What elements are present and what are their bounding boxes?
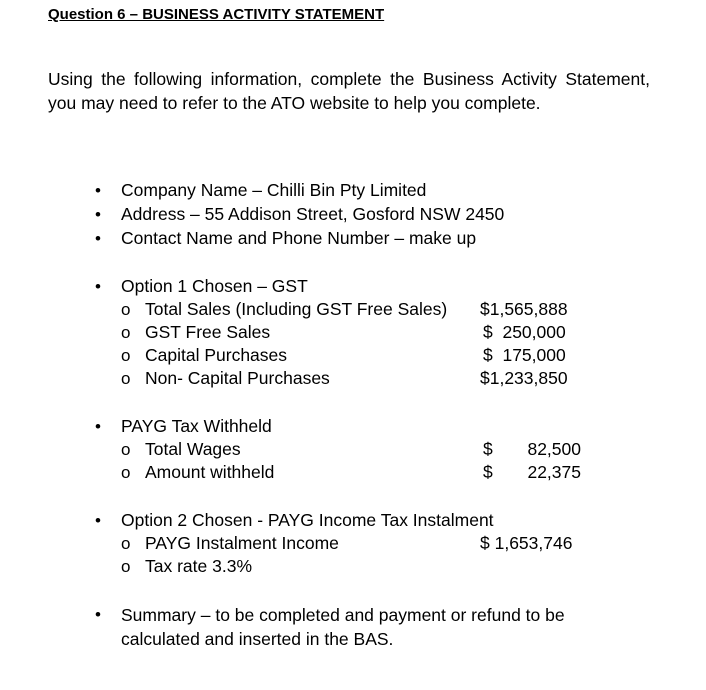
company-address: Address – 55 Addison Street, Gosford NSW 2450 <box>121 204 505 224</box>
bullet-icon: • <box>95 511 101 530</box>
total-wages-label: Total Wages <box>145 439 241 459</box>
bullet-icon: • <box>95 205 101 224</box>
capital-purchases-label: Capital Purchases <box>145 345 288 365</box>
sub-bullet-icon: o <box>121 369 131 388</box>
option1-title: Option 1 Chosen – GST <box>121 276 308 296</box>
contact-details: Contact Name and Phone Number – make up <box>121 228 477 248</box>
bullet-icon: • <box>95 417 101 436</box>
amount-withheld-value: 22,375 <box>527 462 581 482</box>
question-heading: Question 6 – BUSINESS ACTIVITY STATEMENT <box>48 6 385 23</box>
company-name: Company Name – Chilli Bin Pty Limited <box>121 180 427 200</box>
intro-paragraph: Using the following information, complete the Business Activity Statement, you may need to refer to the ATO website to help you complete. <box>48 69 650 113</box>
sub-bullet-icon: o <box>121 323 131 342</box>
sub-bullet-icon: o <box>121 534 131 553</box>
bullet-icon: • <box>95 229 101 248</box>
gst-free-sales-label: GST Free Sales <box>145 322 271 342</box>
capital-purchases-value: $ 175,000 <box>483 345 566 365</box>
tax-rate-label: Tax rate 3.3% <box>145 556 252 576</box>
total-wages-value: 82,500 <box>527 439 581 459</box>
bullet-icon: • <box>95 181 101 200</box>
sub-bullet-icon: o <box>121 346 131 365</box>
gst-total-sales-label: Total Sales (Including GST Free Sales) <box>145 299 448 319</box>
bullet-icon: • <box>95 277 101 296</box>
payg-instalment-income-label: PAYG Instalment Income <box>145 533 339 553</box>
payg-instalment-income-value: $ 1,653,746 <box>480 533 573 553</box>
amount-withheld-label: Amount withheld <box>145 462 275 482</box>
total-wages-currency: $ <box>483 439 493 459</box>
sub-bullet-icon: o <box>121 463 131 482</box>
amount-withheld-currency: $ <box>483 462 493 482</box>
gst-total-sales-value: $1,565,888 <box>480 299 568 319</box>
sub-bullet-icon: o <box>121 440 131 459</box>
payg-withheld-title: PAYG Tax Withheld <box>121 416 272 436</box>
option2-title: Option 2 Chosen - PAYG Income Tax Instalment <box>121 510 494 530</box>
non-capital-purchases-label: Non- Capital Purchases <box>145 368 330 388</box>
gst-free-sales-value: $ 250,000 <box>483 322 566 342</box>
sub-bullet-icon: o <box>121 300 131 319</box>
non-capital-purchases-value: $1,233,850 <box>480 368 568 388</box>
summary-text: Summary – to be completed and payment or refund to be calculated and inserted in the BAS. <box>121 605 565 649</box>
sub-bullet-icon: o <box>121 557 131 576</box>
bullet-icon: • <box>95 605 101 624</box>
